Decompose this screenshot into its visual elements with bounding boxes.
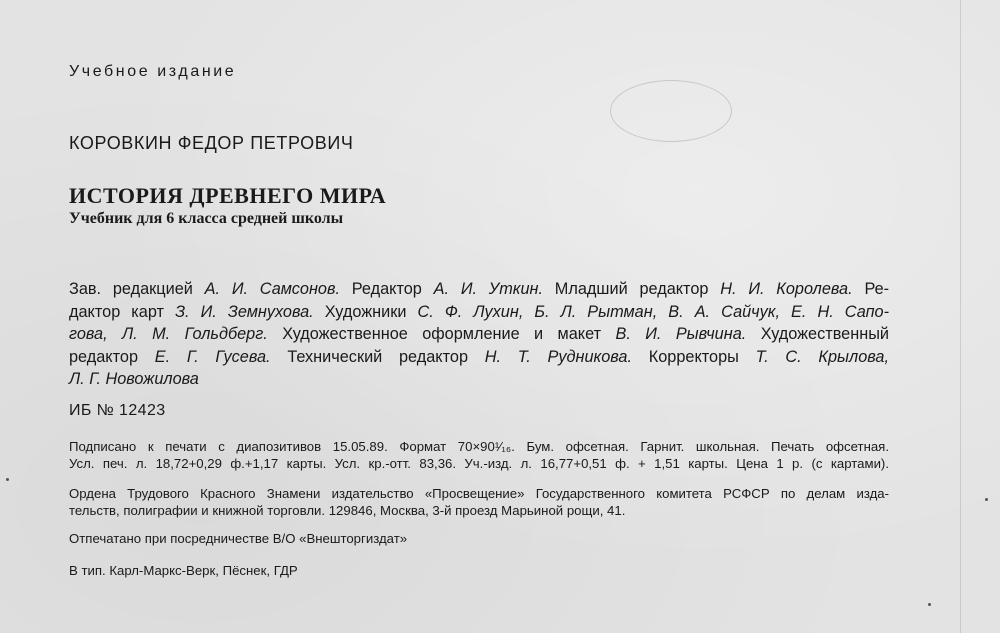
paper-fold-line [960,0,961,633]
credit-label: редактор [69,347,138,366]
credits-line-3 [69,323,889,346]
credit-label: Ре- [864,280,890,298]
publisher-info [69,485,889,519]
credit-name: Л. Г. Новожилова [69,370,199,388]
credit-name: Н. Т. Рудникова. [484,347,633,366]
credit-name: Т. С. Крылова, [755,347,889,366]
printer-note: В тип. Карл-Маркс-Верк, Пёснек, ГДР [69,563,298,578]
credit-name: С. Ф. Лухин, Б. Л. Рытман, В. А. Сайчук, Е. Н. Сапо- [417,302,890,321]
credit-label: Редактор [351,280,422,298]
credits-line-1 [69,278,889,301]
credit-name: гова, Л. М. Гольдберг. [69,325,268,343]
editorial-credits [69,278,889,391]
credit-label: Художественное оформление и макет [282,325,602,343]
author-name: КОРОВКИН ФЕДОР ПЕТРОВИЧ [69,133,354,153]
book-title: ИСТОРИЯ ДРЕВНЕГО МИРА [69,183,387,208]
credit-name: Н. И. Королева. [720,280,853,298]
credit-name: А. И. Самсонов. [204,280,340,298]
publisher-line-2: тельств, полиграфии и книжной торговли. 129846, Москва, 3-й проезд Марьиной рощи, 41. [69,503,626,519]
speck [6,478,9,481]
credit-label: Технический редактор [287,347,468,366]
credits-line-5 [69,368,889,391]
paper-stain [610,80,732,142]
agency-note: Отпечатано при посредничестве В/О «Внешторгиздат» [69,531,408,546]
credit-label: дактор карт [69,302,164,321]
credit-label: Художественный [760,325,890,343]
edition-type: Учебное издание [69,63,237,80]
credits-line-4 [69,346,889,369]
print-specs-line-1: Подписано к печати с диапозитивов 15.05.89. Формат 70×90¹⁄₁₆. Бум. офсетная. Гарнит. школьная. Печать офсетная. [69,439,889,454]
credit-name: Е. Г. Гусева. [154,347,271,366]
ib-number: ИБ № 12423 [69,402,166,419]
credit-name: А. И. Уткин. [433,280,543,298]
speck [928,603,931,606]
credit-label: Корректоры [648,347,739,366]
book-subtitle: Учебник для 6 класса средней школы [69,210,344,227]
credits-line-2 [69,301,889,324]
credit-label: Художники [324,302,407,321]
credit-name: В. И. Рывчина. [615,325,747,343]
credit-label: Младший редактор [554,280,709,298]
credit-label: Зав. редакцией [69,280,193,298]
print-specs-line-2: Усл. печ. л. 18,72+0,29 ф.+1,17 карты. Усл. кр.-отт. 83,36. Уч.-изд. л. 16,77+0,51 ф. + 1,51 карты. Цена 1 р. (с картами). [69,456,889,472]
publisher-line-1: Ордена Трудового Красного Знамени издательство «Просвещение» Государственного комитета РСФСР по делам изда- [69,486,889,501]
credit-name: З. И. Земнухова. [175,302,314,321]
speck [985,498,988,501]
print-specs [69,438,889,472]
